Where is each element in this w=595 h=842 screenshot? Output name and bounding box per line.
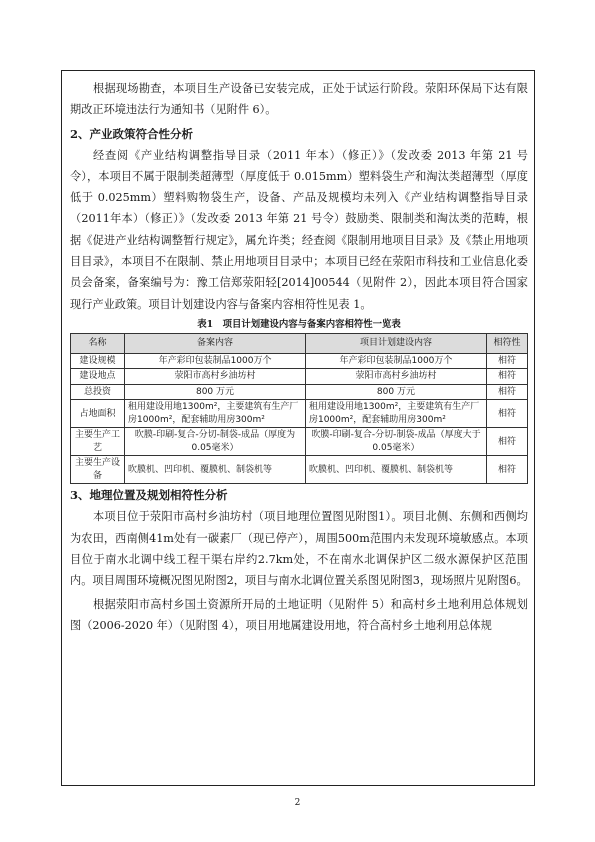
table-row <box>71 428 528 456</box>
table-row <box>71 400 528 428</box>
row-label: 主要生产设备 <box>71 456 125 484</box>
filed-cell: 800 万元 <box>125 384 306 400</box>
result-cell: 相符 <box>486 400 527 428</box>
header-name: 名称 <box>71 333 125 353</box>
section-2-paragraph: 经查阅《产业结构调整指导目录（2011 年本）（修正）》（发改委 2013 年第 21 号令），本项目不属于限制类超薄型（厚度低于 0.015mm）塑料袋生产和淘汰类超薄型（厚度低于 0.025mm）塑料购物袋生产，设备、产品及规模均未列入《产业结构调整指导目录（2011年本）（修正）》（发改委 2013 年第 21 号令）鼓励类、限制类和淘汰类的范畴，根据《促进产业结构调整暂行规定》，属允许类；经查阅《限制用地项目目录》及《禁止用地项目目录》，本项目不在限制、禁止用地项目目录中；本项目已经在荥阳市科技和工业信息化委员会备案，备案编号为：豫工信郑荥阳轻[2014]00544（见附件 2），因此本项目符合国家现行产业政策。项目计划建设内容与备案内容相符性见表 1。 <box>70 148 528 311</box>
table-row <box>71 369 528 385</box>
header-filed: 备案内容 <box>125 333 306 353</box>
table-row <box>71 456 528 484</box>
planned-cell: 800 万元 <box>305 384 486 400</box>
compliance-table <box>70 333 528 485</box>
planned-cell: 吹膜机、凹印机、覆膜机、制袋机等 <box>305 456 486 484</box>
planned-cell: 吹膜-印刷-复合-分切-制袋-成品（厚度大于0.05毫米） <box>305 428 486 456</box>
planned-cell: 租用建设用地1300m²，主要建筑有生产厂房1000m²，配套辅助用房300m² <box>305 400 486 428</box>
row-label: 主要生产工艺 <box>71 428 125 456</box>
table-header-row <box>71 333 528 353</box>
document-body <box>70 78 528 638</box>
section-3-heading: 3、地理位置及规划相符性分析 <box>70 488 228 503</box>
table-row <box>71 353 528 369</box>
row-label: 总投资 <box>71 384 125 400</box>
filed-cell: 荥阳市高村乡油坊村 <box>125 369 306 385</box>
table-1-caption: 表1 项目计划建设内容与备案内容相符性一览表 <box>197 318 401 330</box>
header-planned: 项目计划建设内容 <box>305 333 486 353</box>
filed-cell: 年产彩印包装制品1000万个 <box>125 353 306 369</box>
result-cell: 相符 <box>486 353 527 369</box>
planned-cell: 年产彩印包装制品1000万个 <box>305 353 486 369</box>
filed-cell: 租用建设用地1300m²，主要建筑有生产厂房1000m²，配套辅助用房300m² <box>125 400 306 428</box>
section-3-paragraph-1: 本项目位于荥阳市高村乡油坊村（项目地理位置图见附图1）。项目北侧、东侧和西侧均为农田，西南侧41m处有一碳素厂（现已停产），周围500m范围内未发现环境敏感点。本项目位于南水北调中线工程干渠右岸约2.7km处，不在南水北调保护区二级水源保护区范围内。项目周围环境概况图见附图2，项目与南水北调位置关系图见附图3，现场照片见附图6。 <box>70 510 528 588</box>
row-label: 建设地点 <box>71 369 125 385</box>
section-3-paragraph-2: 根据荥阳市高村乡国土资源所开局的土地证明（见附件 5）和高村乡土地利用总体规划图（2006-2020 年）（见附图 4），项目用地属建设用地，符合高村乡土地利用总体规 <box>70 597 528 632</box>
table-row <box>71 384 528 400</box>
planned-cell: 荥阳市高村乡油坊村 <box>305 369 486 385</box>
result-cell: 相符 <box>486 384 527 400</box>
filed-cell: 吹膜-印刷-复合-分切-制袋-成品（厚度为0.05毫米） <box>125 428 306 456</box>
result-cell: 相符 <box>486 428 527 456</box>
section-2-heading: 2、产业政策符合性分析 <box>70 126 194 141</box>
result-cell: 相符 <box>486 369 527 385</box>
intro-paragraph: 根据现场勘查，本项目生产设备已安装完成，正处于试运行阶段。荥阳环保局下达有限期改正环境违法行为通知书（见附件 6）。 <box>70 82 528 117</box>
header-result: 相符性 <box>486 333 527 353</box>
filed-cell: 吹膜机、凹印机、覆膜机、制袋机等 <box>125 456 306 484</box>
page-number: 2 <box>294 798 301 808</box>
row-label: 建设规模 <box>71 353 125 369</box>
result-cell: 相符 <box>486 456 527 484</box>
row-label: 占地面积 <box>71 400 125 428</box>
